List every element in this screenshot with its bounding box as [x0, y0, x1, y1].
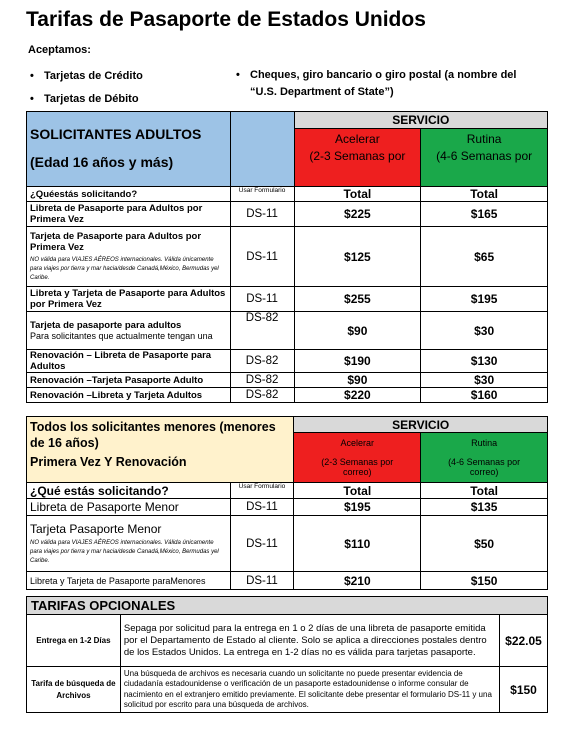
- row-form: DS-11: [230, 572, 294, 590]
- adults-question: ¿Quéestás solicitando?: [27, 187, 231, 202]
- adults-total: Total: [421, 187, 548, 202]
- adults-form-col: Usar Formulario: [230, 187, 294, 202]
- row-expedite-price: $110: [294, 516, 421, 572]
- row-name: Libreta y Tarjeta de Pasaporte paraMenores: [27, 572, 231, 590]
- row-desc: Sepaga por solicitud para la entrega en 1 o 2 días de una libreta de pasaporte emitida por el Departamento de Estado al cliente. Solo se aplica a direcciones postales dentro de los Estados Unidos. La entrega en 1-2 días no es válida para tarjetas pasaporte.: [120, 615, 499, 667]
- row-name: Libreta y Tarjeta de Pasaporte para Adultos por Primera Vez: [27, 287, 231, 312]
- minors-subheading: Primera Vez Y Renovación: [30, 455, 187, 469]
- row-note: NO válida para VIAJES AÉREOS internacionales. Válida únicamente para viajes por tierra y mar hacia/desde Canadá,México, Bermudas yel Caribe.: [30, 256, 219, 281]
- payment-item-cont: “U.S. Department of State”): [250, 86, 394, 98]
- row-name: Renovación –Tarjeta Pasaporte Adulto: [27, 373, 231, 388]
- row-routine-price: $130: [421, 350, 548, 373]
- row-form: DS-11: [230, 227, 294, 287]
- row-name: Tarifa de búsqueda de Archivos: [27, 667, 121, 713]
- row-expedite-price: $195: [294, 499, 421, 516]
- row-desc: Una búsqueda de archivos es necesaria cuando un solicitante no puede presentar evidencia de ciudadanía estadounidense o verificación de un pasaporte estadounidense o informe consular de nacimiento en el extranjero emitido previamente. El solicitante debe presentar el formulario DS-11 y una solicitud por escrito para una búsqueda de archivos.: [120, 667, 499, 713]
- adults-routine-time: (4-6 Semanas por: [421, 149, 548, 187]
- row-expedite-price: $90: [294, 312, 421, 350]
- row-routine-price: $65: [421, 227, 548, 287]
- row-form: DS-82: [230, 350, 294, 373]
- adults-header: [27, 112, 231, 187]
- minors-service: SERVICIO: [294, 417, 548, 433]
- row-form: DS-11: [230, 516, 294, 572]
- minors-header: [27, 417, 294, 483]
- row-form: DS-11: [230, 202, 294, 227]
- table-row: [27, 202, 548, 227]
- table-row: [27, 667, 548, 713]
- row-expedite-price: $125: [294, 227, 421, 287]
- row-expedite-price: $255: [294, 287, 421, 312]
- optional-table: [26, 596, 548, 713]
- row-routine-price: $150: [421, 572, 548, 590]
- row-note: NO válida para VIAJES AÉREOS internacionales. Válida únicamente para viajes por tierra y mar hacia/desde Canadá,México, Bermudas yel Caribe.: [30, 539, 219, 564]
- minors-form-col: Usar Formulario: [230, 483, 294, 499]
- row-form: DS-82: [230, 312, 294, 350]
- minors-total: Total: [294, 483, 421, 499]
- minors-routine: Rutina: [421, 433, 548, 453]
- table-row: [27, 499, 548, 516]
- row-form: DS-82: [230, 373, 294, 388]
- row-routine-price: $160: [421, 388, 548, 403]
- row-routine-price: $195: [421, 287, 548, 312]
- row-name: Libreta de Pasaporte Menor: [27, 499, 231, 516]
- row-form: DS-82: [230, 388, 294, 403]
- optional-heading: TARIFAS OPCIONALES: [27, 597, 548, 615]
- row-expedite-price: $220: [294, 388, 421, 403]
- row-expedite-price: $190: [294, 350, 421, 373]
- payment-item: • Cheques, giro bancario o giro postal (a nombre del: [250, 69, 516, 81]
- row-form: DS-11: [230, 287, 294, 312]
- minors-question: ¿Qué estás solicitando?: [27, 483, 231, 499]
- row-name: Renovación –Libreta y Tarjeta Adultos: [27, 388, 231, 403]
- table-row: [27, 516, 548, 572]
- minors-routine-time: (4-6 Semanas por correo): [421, 453, 548, 483]
- adults-expedite-time: (2-3 Semanas por: [294, 149, 421, 187]
- payment-item: • Tarjetas de Débito: [44, 93, 139, 105]
- adults-age: (Edad 16 años y más): [30, 154, 174, 170]
- payment-item: • Tarjetas de Crédito: [44, 70, 143, 82]
- row-routine-price: $135: [421, 499, 548, 516]
- row-expedite-price: $210: [294, 572, 421, 590]
- row-expedite-price: $225: [294, 202, 421, 227]
- minors-heading: Todos los solicitantes menores (menores de 16 años): [30, 420, 276, 450]
- row-name: Entrega en 1-2 Días: [27, 615, 121, 667]
- table-row: [27, 572, 548, 590]
- table-row: [27, 388, 548, 403]
- minors-expedite: Acelerar: [294, 433, 421, 453]
- row-name: Renovación – Libreta de Pasaporte para Adultos: [27, 350, 231, 373]
- row-price: $150: [500, 667, 548, 713]
- row-name: Tarjeta Pasaporte Menor: [30, 521, 162, 536]
- adults-expedite: Acelerar: [294, 129, 421, 149]
- table-row: [27, 312, 548, 350]
- row-expedite-price: $90: [294, 373, 421, 388]
- row-price: $22.05: [500, 615, 548, 667]
- row-form: DS-11: [230, 499, 294, 516]
- table-row: [27, 287, 548, 312]
- table-row: [27, 227, 548, 287]
- row-routine-price: $30: [421, 312, 548, 350]
- row-name: Tarjeta de pasaporte para adultos: [30, 320, 182, 331]
- row-name: Libreta de Pasaporte para Adultos por Primera Vez: [27, 202, 231, 227]
- adults-service: SERVICIO: [294, 112, 547, 129]
- page-title: Tarifas de Pasaporte de Estados Unidos: [26, 8, 426, 31]
- row-routine-price: $50: [421, 516, 548, 572]
- adults-total: Total: [294, 187, 421, 202]
- row-routine-price: $165: [421, 202, 548, 227]
- table-row: [27, 373, 548, 388]
- minors-expedite-time: (2-3 Semanas por correo): [294, 453, 421, 483]
- minors-table: [26, 416, 548, 590]
- adults-routine: Rutina: [421, 129, 548, 149]
- row-note: Para solicitantes que actualmente tengan una: [30, 331, 213, 341]
- minors-total: Total: [421, 483, 548, 499]
- table-row: [27, 350, 548, 373]
- row-name: Tarjeta de Pasaporte para Adultos por Primera Vez: [30, 230, 202, 253]
- row-routine-price: $30: [421, 373, 548, 388]
- adults-table: [26, 111, 548, 403]
- adults-heading: SOLICITANTES ADULTOS: [30, 126, 202, 142]
- accepted-label: Aceptamos:: [28, 44, 91, 56]
- table-row: [27, 615, 548, 667]
